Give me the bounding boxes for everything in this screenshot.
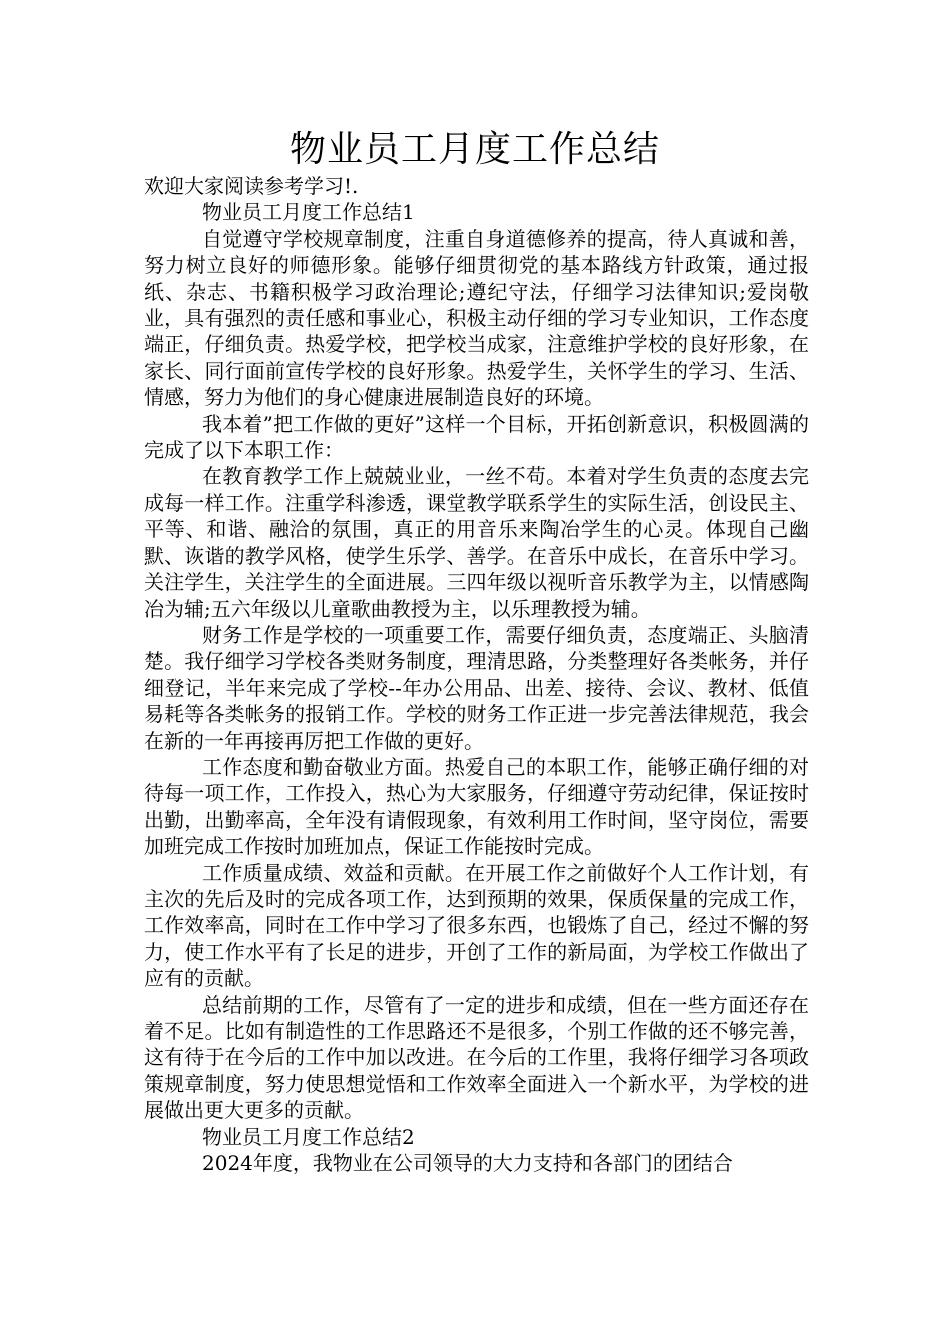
paragraph: 我本着”把工作做的更好”这样一个目标，开拓创新意识，积极圆满的完成了以下本职工作： bbox=[144, 411, 809, 463]
paragraph: 财务工作是学校的一项重要工作，需要仔细负责，态度端正、头脑清楚。我仔细学习学校各类财务制度，理清思路，分类整理好各类帐务，并仔细登记，半年来完成了学校--年办公用品、出差、接待、会议、教材、低值易耗等各类帐务的报销工作。学校的财务工作正进一步完善法律规范，我会在新的一年再接再厉把工作做的更好。 bbox=[144, 622, 809, 753]
section-heading: 物业员工月度工作总结1 bbox=[202, 200, 415, 225]
paragraph: 自觉遵守学校规章制度，注重自身道德修养的提高，待人真诚和善，努力树立良好的师德形象。能够仔细贯彻党的基本路线方针政策，通过报纸、杂志、书籍积极学习政治理论;遵纪守法，仔细学习法律知识;爱岗敬业，具有强烈的责任感和事业心，积极主动仔细的学习专业知识，工作态度端正，仔细负责。热爱学校，把学校当成家，注意维护学校的良好形象，在家长、同行面前宣传学校的良好形象。热爱学生，关怀学生的学习、生活、情感，努力为他们的身心健康进展制造良好的环境。 bbox=[144, 226, 809, 410]
section-heading: 物业员工月度工作总结2 bbox=[202, 1124, 415, 1149]
paragraph: 总结前期的工作，尽管有了一定的进步和成绩，但在一些方面还存在着不足。比如有制造性的工作思路还不是很多，个别工作做的还不够完善，这有待于在今后的工作中加以改进。在今后的工作里，我将仔细学习各项政策规章制度，努力使思想觉悟和工作效率全面进入一个新水平，为学校的进展做出更大更多的贡献。 bbox=[144, 992, 809, 1123]
paragraph: 2024年度，我物业在公司领导的大力支持和各部门的团结合 bbox=[202, 1151, 733, 1176]
paragraph: 工作态度和勤奋敬业方面。热爱自己的本职工作，能够正确仔细的对待每一项工作，工作投入，热心为大家服务，仔细遵守劳动纪律，保证按时出勤，出勤率高，全年没有请假现象，有效利用工作时间，坚守岗位，需要加班完成工作按时加班加点，保证工作能按时完成。 bbox=[144, 754, 809, 859]
paragraph: 在教育教学工作上兢兢业业，一丝不苟。本着对学生负责的态度去完成每一样工作。注重学科渗透，课堂教学联系学生的实际生活，创设民主、平等、和谐、融洽的氛围，真正的用音乐来陶冶学生的心灵。体现自己幽默、诙谐的教学风格，使学生乐学、善学。在音乐中成长，在音乐中学习。关注学生，关注学生的全面进展。三四年级以视听音乐教学为主，以情感陶冶为辅;五六年级以儿童歌曲教授为主，以乐理教授为辅。 bbox=[144, 464, 809, 621]
document-title: 物业员工月度工作总结 bbox=[289, 129, 660, 170]
document-body bbox=[144, 173, 809, 1176]
paragraph: 工作质量成绩、效益和贡献。在开展工作之前做好个人工作计划，有主次的先后及时的完成各项工作，达到预期的效果，保质保量的完成工作，工作效率高，同时在工作中学习了很多东西，也锻炼了自己，经过不懈的努力，使工作水平有了长足的进步，开创了工作的新局面，为学校工作做出了应有的贡献。 bbox=[144, 860, 809, 991]
intro-line: 欢迎大家阅读参考学习!. bbox=[144, 174, 359, 198]
